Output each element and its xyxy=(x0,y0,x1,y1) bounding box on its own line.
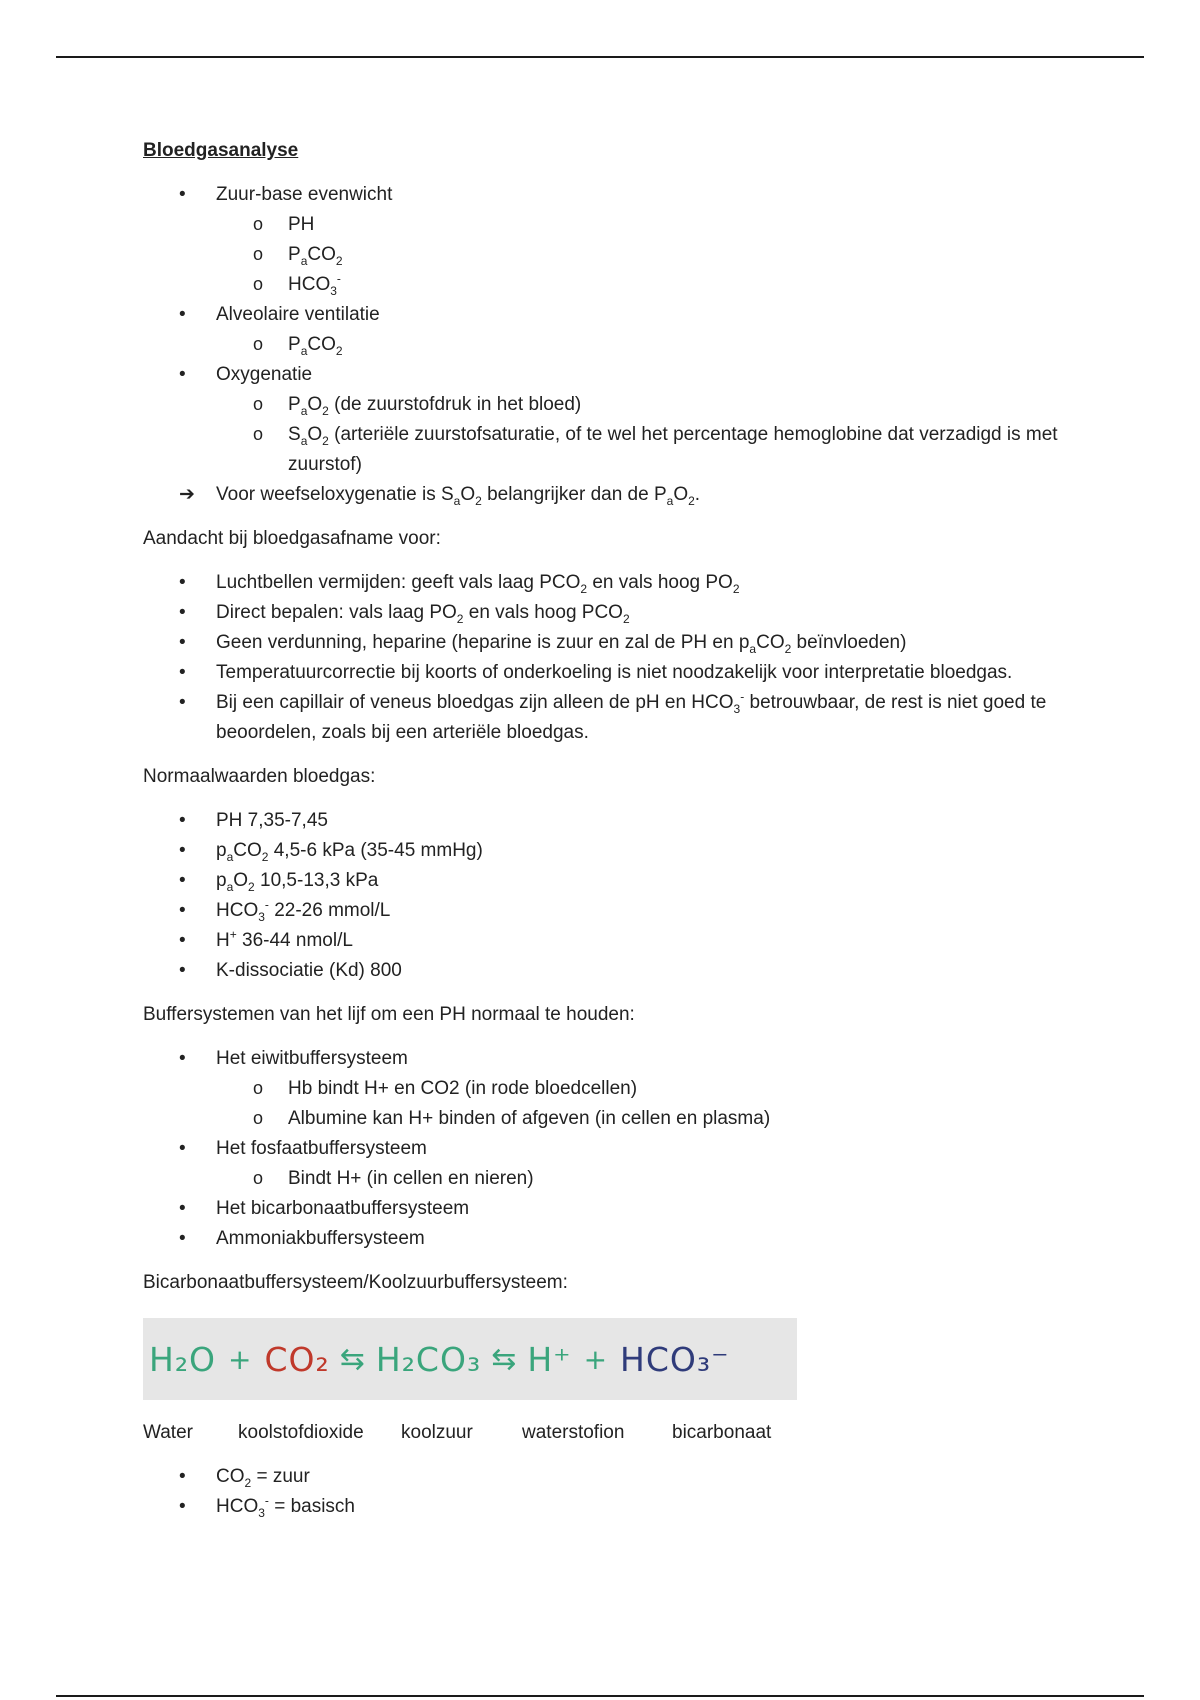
sub-item-hco3: o $HCO_3^-$ xyxy=(143,270,1063,300)
sub-item: o Albumine kan H+ binden of afgeven (in cellen en plasma) xyxy=(143,1104,1063,1134)
sub-item: o Hb bindt H+ en CO2 (in rode bloedcellen) xyxy=(143,1074,1063,1104)
sub-item-ph: o PH xyxy=(143,210,1063,240)
document-page xyxy=(143,140,1063,1522)
list-item: • $p_aCO_2$ 4,5-6 kPa (35-45 mmHg) xyxy=(143,836,1063,866)
eq-plus: + xyxy=(228,1342,253,1376)
list-item: • K-dissociatie (Kd) 800 xyxy=(143,956,1063,986)
list-item: • Bij een capillair of veneus bloedgas zijn alleen de pH en $HCO_3^-$ betrouwbaar, de rest is niet goed te beoordelen, zoals bij een arteriële bloedgas. xyxy=(143,688,1063,748)
section3-heading: Normaalwaarden bloedgas: xyxy=(143,766,376,787)
sub-item-pao2: o $P_aO_2$ (de zuurstofdruk in het bloed) xyxy=(143,390,1063,420)
eq-h2co3: H₂CO₃ xyxy=(375,1339,482,1379)
section2-heading: Aandacht bij bloedgasafname voor: xyxy=(143,528,441,549)
list-item: • Temperatuurcorrectie bij koorts of onderkoeling is niet noodzakelijk voor interpretatie bloedgas. xyxy=(143,658,1063,688)
sub-item-paco2: o $P_aCO_2$ xyxy=(143,240,1063,270)
list-item: • Het fosfaatbuffersysteem xyxy=(143,1134,1063,1164)
equation-labels xyxy=(143,1418,1063,1448)
section4-list xyxy=(143,1044,1063,1254)
label-bicarbonaat: bicarbonaat xyxy=(672,1422,772,1443)
page-title: Bloedgasanalyse xyxy=(143,140,299,161)
list-item: • Luchtbellen vermijden: geeft vals laag $PCO_2$ en vals hoog $PO_2$ xyxy=(143,568,1063,598)
label-koolzuur: koolzuur xyxy=(401,1422,473,1443)
list-item: • $HCO_3^-$ = basisch xyxy=(143,1492,1063,1522)
list-item: • Geen verdunning, heparine (heparine is zuur en zal de PH en $p_aCO_2$ beïnvloeden) xyxy=(143,628,1063,658)
label-koolstofdioxide: koolstofdioxide xyxy=(238,1422,364,1443)
equilibrium-arrow-icon: ⇆ xyxy=(491,1341,518,1377)
label-waterstofion: waterstofion xyxy=(522,1422,625,1443)
list-item: • Direct bepalen: vals laag $PO_2$ en vals hoog $PCO_2$ xyxy=(143,598,1063,628)
section1-list xyxy=(143,180,1063,480)
equilibrium-arrow-icon: ⇆ xyxy=(339,1341,366,1377)
eq-plus: + xyxy=(583,1342,609,1376)
list-item: • $HCO_3^-$ 22-26 mmol/L xyxy=(143,896,1063,926)
section5-heading: Bicarbonaatbuffersysteem/Koolzuurbuffersysteem: xyxy=(143,1272,568,1293)
sub-item: o Bindt H+ (in cellen en nieren) xyxy=(143,1164,1063,1194)
eq-hco3: HCO₃⁻ xyxy=(620,1339,730,1379)
list-item: • Ammoniakbuffersysteem xyxy=(143,1224,1063,1254)
list-item: • H+ 36-44 nmol/L xyxy=(143,926,1063,956)
header-rule xyxy=(56,56,1144,58)
list-item: • Alveolaire ventilatie xyxy=(143,300,1063,330)
list-item: • $p_aO_2$ 10,5-13,3 kPa xyxy=(143,866,1063,896)
list-item: • Het eiwitbuffersysteem xyxy=(143,1044,1063,1074)
list-item: • $CO_2$ = zuur xyxy=(143,1462,1063,1492)
section4-heading: Buffersystemen van het lijf om een PH normaal te houden: xyxy=(143,1004,635,1025)
eq-hplus: H⁺ xyxy=(527,1339,572,1379)
list-item: • Oxygenatie xyxy=(143,360,1063,390)
arrow-note: ➔ Voor weefseloxygenatie is $S_aO_2$ belangrijker dan de $P_aO_2$. xyxy=(143,480,1063,510)
eq-h2o: H₂O xyxy=(149,1339,217,1379)
arrow-right-icon: ➔ xyxy=(179,484,195,505)
equation-image xyxy=(143,1318,797,1400)
list-item: • PH 7,35-7,45 xyxy=(143,806,1063,836)
list-item: • Zuur-base evenwicht xyxy=(143,180,1063,210)
section5-list xyxy=(143,1462,1063,1522)
eq-co2: CO₂ xyxy=(264,1339,330,1379)
label-water: Water xyxy=(143,1422,193,1443)
section2-list xyxy=(143,568,1063,748)
sub-item-sao2: o $S_aO_2$ (arteriële zuurstofsaturatie, of te wel het percentage hemoglobine dat verzadigd is met zuurstof) xyxy=(143,420,1063,480)
list-item: • Het bicarbonaatbuffersysteem xyxy=(143,1194,1063,1224)
section3-list xyxy=(143,806,1063,986)
footer-rule xyxy=(56,1695,1144,1697)
sub-item-paco2: o $P_aCO_2$ xyxy=(143,330,1063,360)
